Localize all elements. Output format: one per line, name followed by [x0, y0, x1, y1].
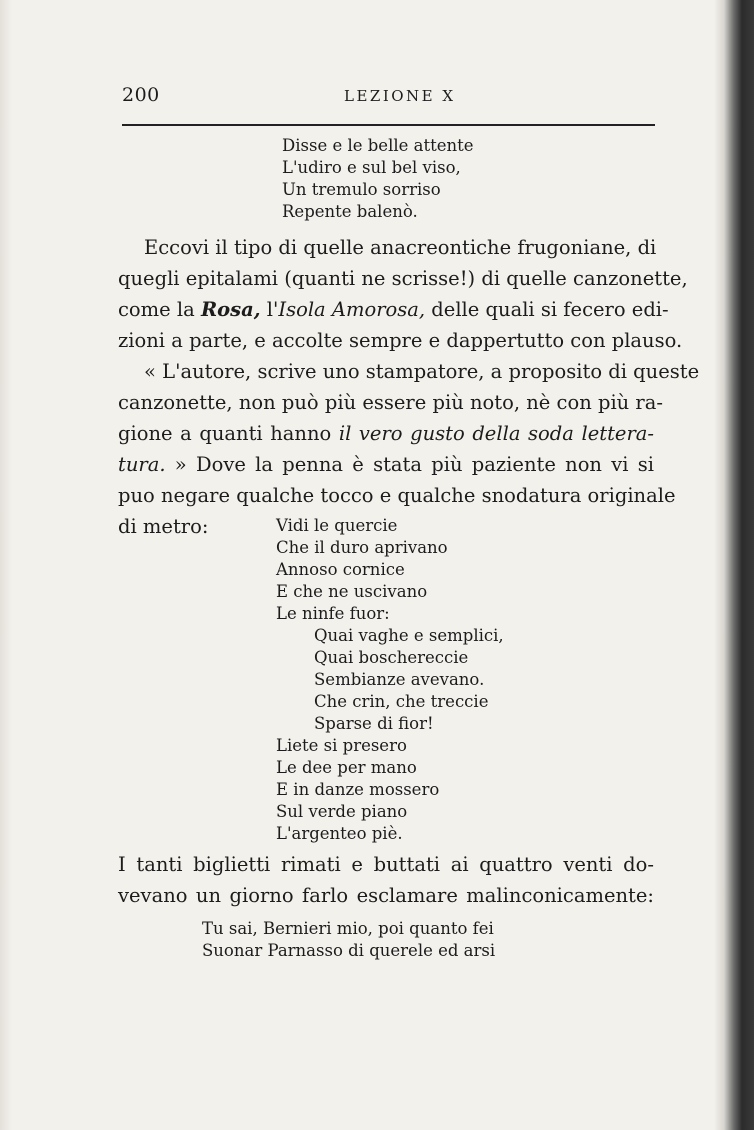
- header-rule: [122, 124, 655, 126]
- quote-italic: tura.: [118, 453, 166, 476]
- quote-italic: il vero gusto della soda lettera-: [338, 422, 654, 445]
- prose-line: canzonette, non può più essere più noto, nè con più ra-: [118, 391, 663, 414]
- title-isola-amorosa: Isola Amorosa,: [278, 298, 426, 321]
- page-header: [122, 84, 654, 114]
- verse-line: E in danze mossero: [276, 780, 440, 799]
- verse-line: Disse e le belle attente: [282, 136, 474, 155]
- verse-line: Liete si presero: [276, 736, 407, 755]
- prose-line: « L'autore, scrive uno stampatore, a proposito di queste: [144, 360, 700, 383]
- text-run: come la: [118, 298, 201, 321]
- prose-line: quegli epitalami (quanti ne scrisse!) di quelle canzonette,: [118, 267, 688, 290]
- verse-line: Le ninfe fuor:: [276, 604, 390, 623]
- verse-block-2: [276, 515, 504, 845]
- verse-line: Annoso cornice: [276, 560, 405, 579]
- verse-line: Quai boschereccie: [314, 648, 469, 667]
- verse-line: Le dee per mano: [276, 758, 417, 777]
- prose-line: Eccovi il tipo di quelle anacreontiche frugoniane, di: [144, 236, 657, 259]
- prose-line: di metro:: [118, 515, 209, 538]
- verse-line: Sparse di fior!: [314, 714, 434, 733]
- verse-line: Tu sai, Bernieri mio, poi quanto fei: [202, 919, 494, 938]
- verse-block-3: [202, 918, 495, 962]
- paragraph-3: [118, 849, 654, 911]
- verse-line: Suonar Parnasso di querele ed arsi: [202, 941, 496, 960]
- prose-line: [118, 449, 654, 480]
- text-run: gione a quanti hanno: [118, 422, 339, 445]
- verse-line: Quai vaghe e semplici,: [314, 626, 504, 645]
- text-run: delle quali si fecero edi-: [425, 298, 669, 321]
- verse-line: L'argenteo piè.: [276, 824, 403, 843]
- prose-line: puo negare qualche tocco e qualche snodatura originale: [118, 484, 676, 507]
- verse-line: Un tremulo sorriso: [282, 180, 441, 199]
- verse-block-1: [282, 135, 474, 223]
- running-head: LEZIONE X: [344, 87, 456, 105]
- prose-line: [118, 418, 654, 449]
- verse-line: Che crin, che treccie: [314, 692, 489, 711]
- prose-line: zioni a parte, e accolte sempre e dappertutto con plauso.: [118, 329, 683, 352]
- verse-line: Vidi le quercie: [276, 516, 398, 535]
- verse-line: E che ne uscivano: [276, 582, 428, 601]
- prose-line: vevano un giorno farlo esclamare malinconicamente:: [118, 884, 654, 907]
- verse-line: L'udiro e sul bel viso,: [282, 158, 461, 177]
- text-run: » Dove la penna è stata più paziente non vi si: [165, 453, 654, 476]
- verse-line: Sembianze avevano.: [314, 670, 485, 689]
- prose-line: I tanti biglietti rimati e buttati ai quattro venti do-: [118, 853, 654, 876]
- text-run: l': [260, 298, 279, 321]
- page-left-shadow: [0, 0, 12, 1130]
- prose-line: [118, 294, 669, 325]
- verse-line: Sul verde piano: [276, 802, 408, 821]
- verse-line: Che il duro aprivano: [276, 538, 448, 557]
- title-rosa: Rosa,: [200, 298, 261, 321]
- paragraph-1: [118, 232, 688, 356]
- page-number: 200: [122, 84, 160, 106]
- scan-binding-edge: [714, 0, 754, 1130]
- verse-line: Repente balenò.: [282, 202, 418, 221]
